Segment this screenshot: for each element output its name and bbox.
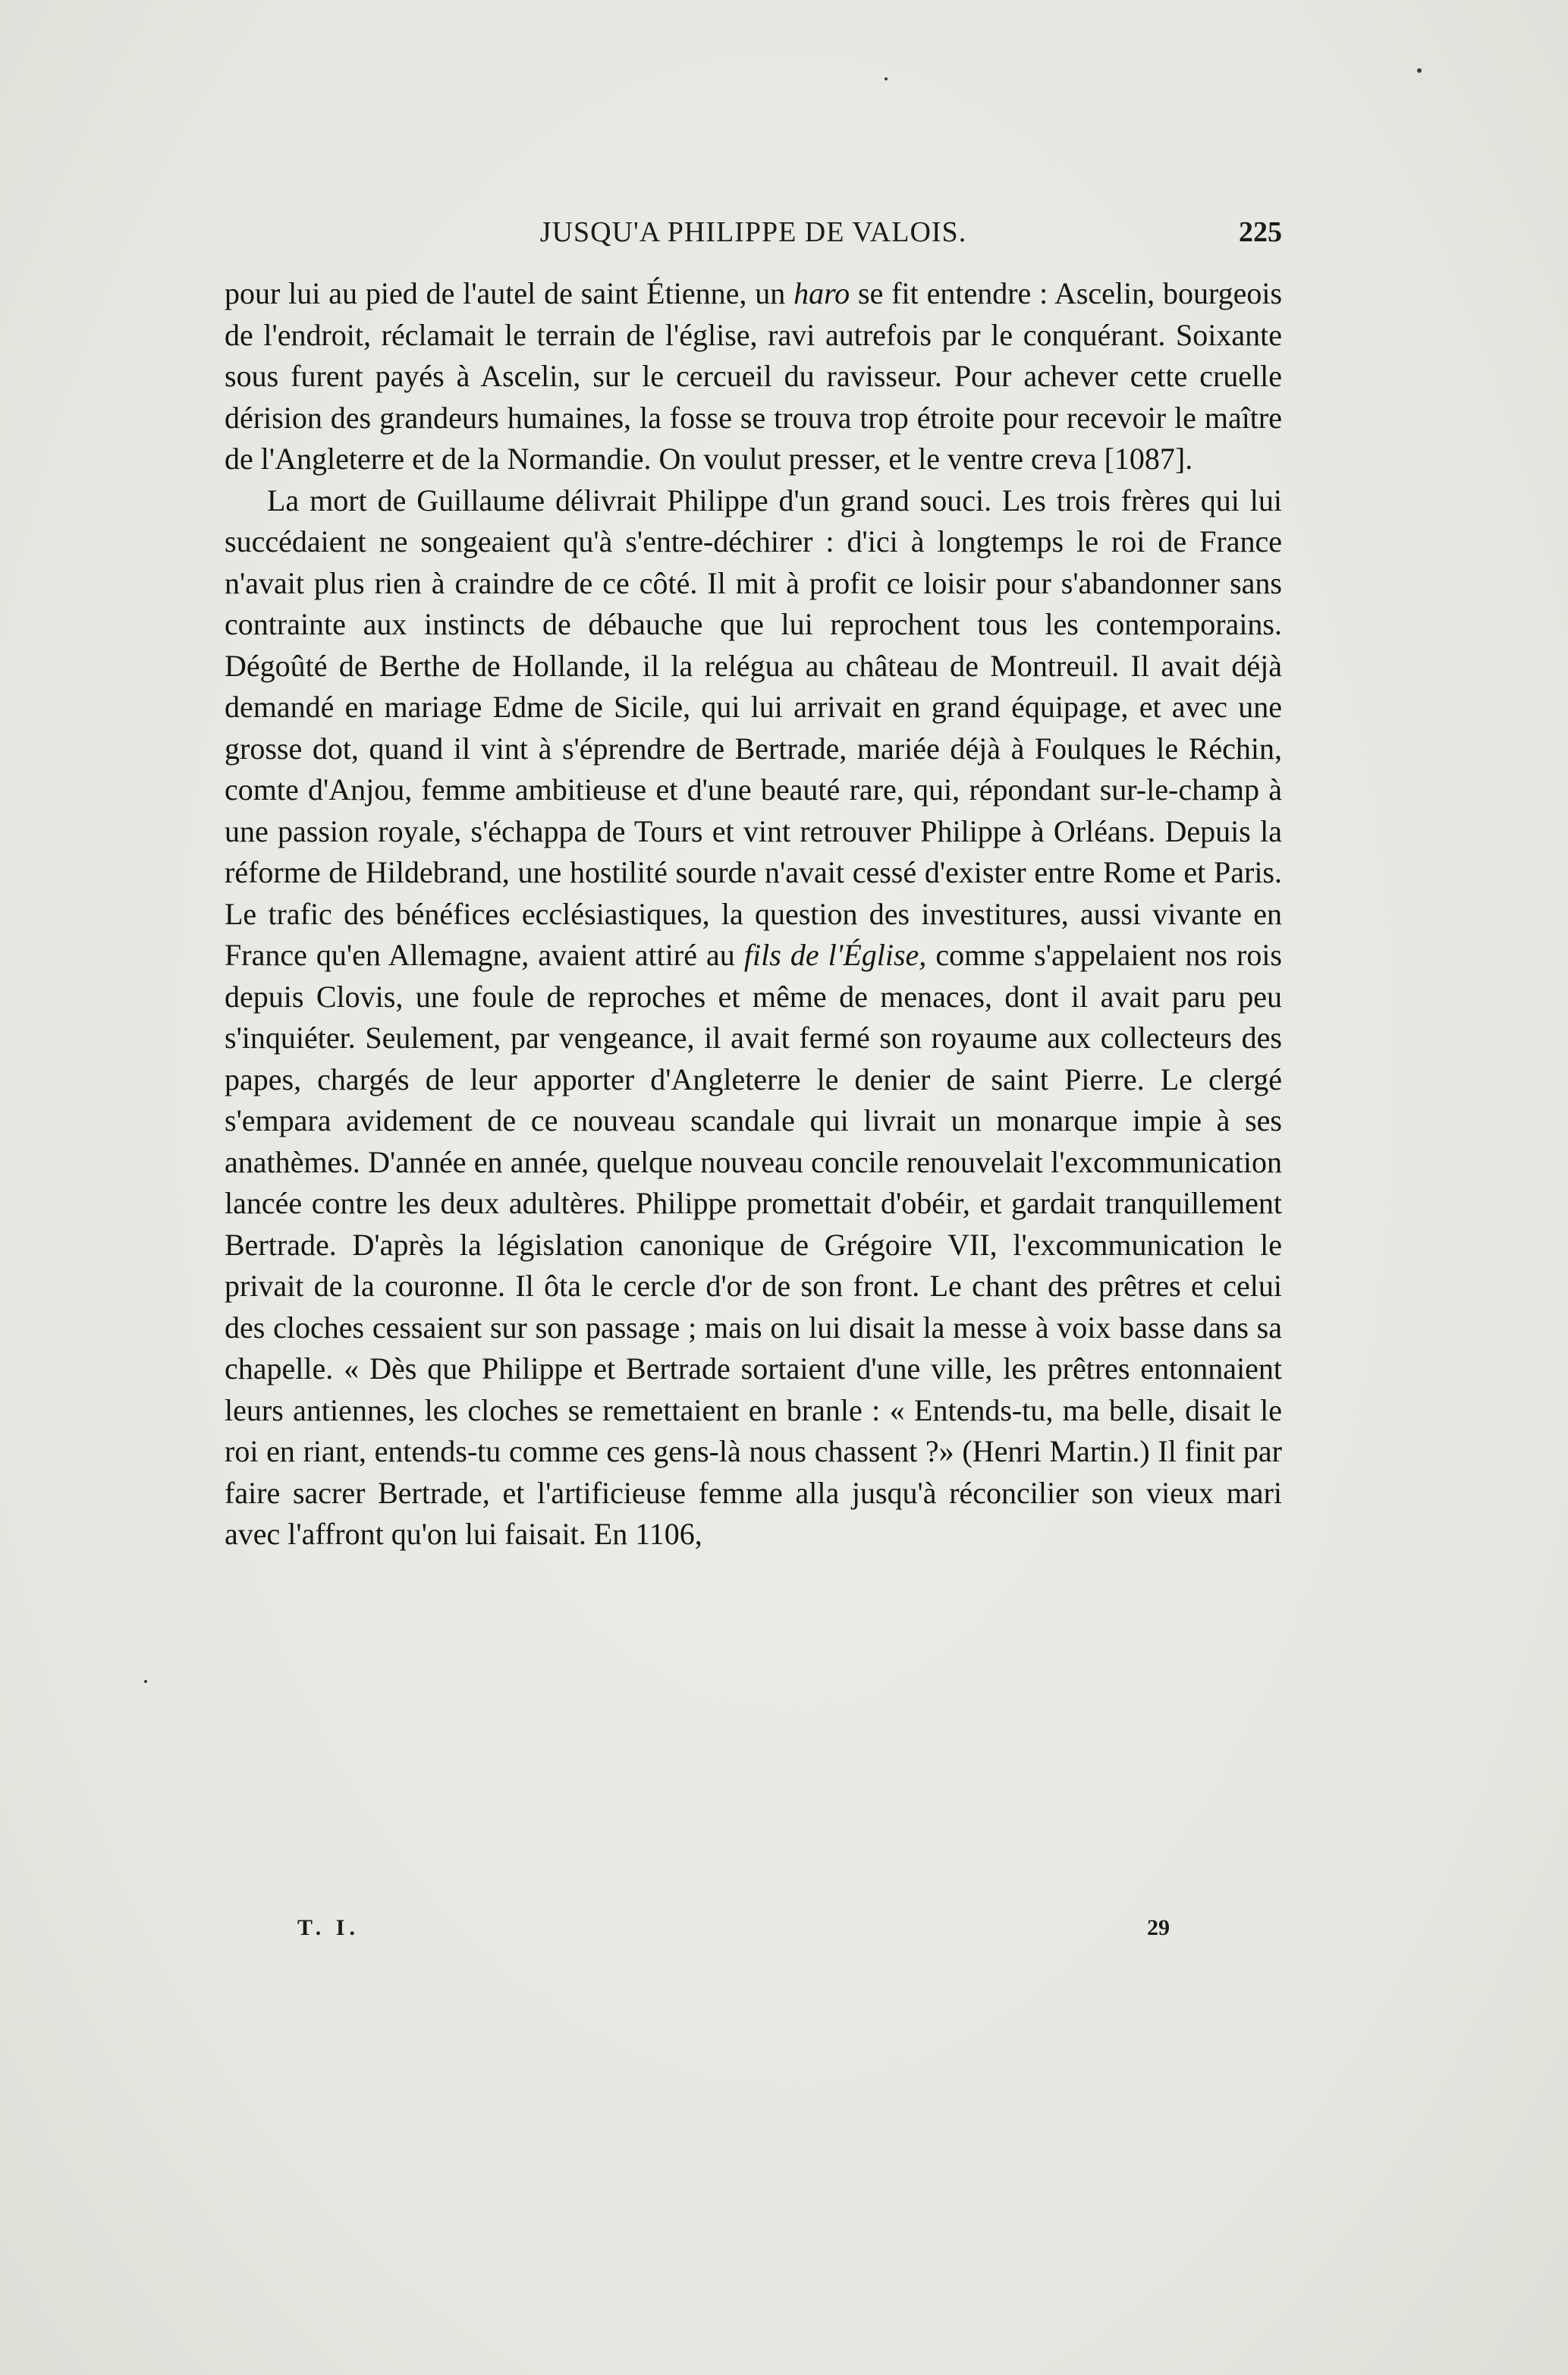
- text-run: comme s'appelaient nos rois depuis Clovis, une foule de reproches et même de menaces, dont il avait paru peu s'inquiéter. Seulement, par vengeance, il avait fermé son royaume aux collecteurs des papes, chargés de leur apporter d'Angleterre le denier de saint Pierre. Le clergé s'empara avidement de ce nouveau scandale qui livrait un monarque impie à ses anathèmes. D'année en année, quelque nouveau concile renouvelait l'excommunication lancée contre les deux adultères. Philippe promettait d'obéir, et gardait tranquillement Bertrade. D'après la législation canonique de Grégoire VII, l'excommunication le privait de la couronne. Il ôta le cercle d'or de son front. Le chant des prêtres et celui des cloches cessaient sur son passage ; mais on lui disait la messe à voix basse dans sa chapelle. « Dès que Philippe et Bertrade sortaient d'une ville, les prêtres entonnaient leurs antiennes, les cloches se remettaient en branle : « Entends-tu, ma belle, disait le roi en riant, entends-tu comme ces gens-là nous chassent ?» (Henri Martin.) Il finit par faire sacrer Bertrade, et l'artificieuse femme alla jusqu'à réconcilier son vieux mari avec l'affront qu'on lui faisait. En 1106,: [225, 938, 1282, 1551]
- volume-mark: T. I.: [297, 1915, 360, 1940]
- page-number: 225: [1239, 216, 1282, 248]
- paper-speck: [885, 77, 888, 80]
- italic-term-haro: haro: [793, 276, 850, 310]
- running-head: [225, 211, 1282, 256]
- paragraph-2: [225, 480, 1282, 1556]
- paper-speck: [1417, 68, 1422, 73]
- paragraph-1: [225, 273, 1282, 480]
- paper-speck: [144, 1680, 147, 1683]
- text-run: se fit entendre : Ascelin, bourgeois de l'endroit, réclamait le terrain de l'église, ravi autrefois par le conquérant. Soixante sous furent payés à Ascelin, sur le cercueil du ravisseur. Pour achever cette cruelle dérision des grandeurs humaines, la fosse se trouva trop étroite pour recevoir le maître de l'Angleterre et de la Normandie. On voulut presser, et le ventre creva [1087].: [225, 276, 1283, 476]
- running-title: JUSQU'A PHILIPPE DE VALOIS.: [539, 216, 967, 248]
- text-run: La mort de Guillaume délivrait Philippe d'un grand souci. Les trois frères qui lui succédaient ne songeaient qu'à s'entre-déchirer : d'ici à longtemps le roi de France n'avait plus rien à craindre de ce côté. Il mit à profit ce loisir pour s'abandonner sans contrainte aux instincts de débauche que lui reprochent tous les contemporains. Dégoûté de Berthe de Hollande, il la relégua au château de Montreuil. Il avait déjà demandé en mariage Edme de Sicile, qui lui arrivait en grand équipage, et avec une grosse dot, quand il vint à s'éprendre de Bertrade, mariée déjà à Foulques le Réchin, comte d'Anjou, femme ambitieuse et d'une beauté rare, qui, répondant sur-le-champ à une passion royale, s'échappa de Tours et vint retrouver Philippe à Orléans. Depuis la réforme de Hildebrand, une hostilité sourde n'avait cessé d'exister entre Rome et Paris. Le trafic des bénéfices ecclésiastiques, la question des investitures, aussi vivante en France qu'en Allemagne, avaient attiré au: [225, 483, 1282, 972]
- italic-term-fils-de-l-eglise: fils de l'Église,: [743, 938, 927, 972]
- signature-mark: 29: [1147, 1915, 1170, 1940]
- body-text: [225, 273, 1282, 1556]
- text-run: pour lui au pied de l'autel de saint Étienne, un: [225, 276, 794, 310]
- page-footer: [297, 1915, 1177, 1953]
